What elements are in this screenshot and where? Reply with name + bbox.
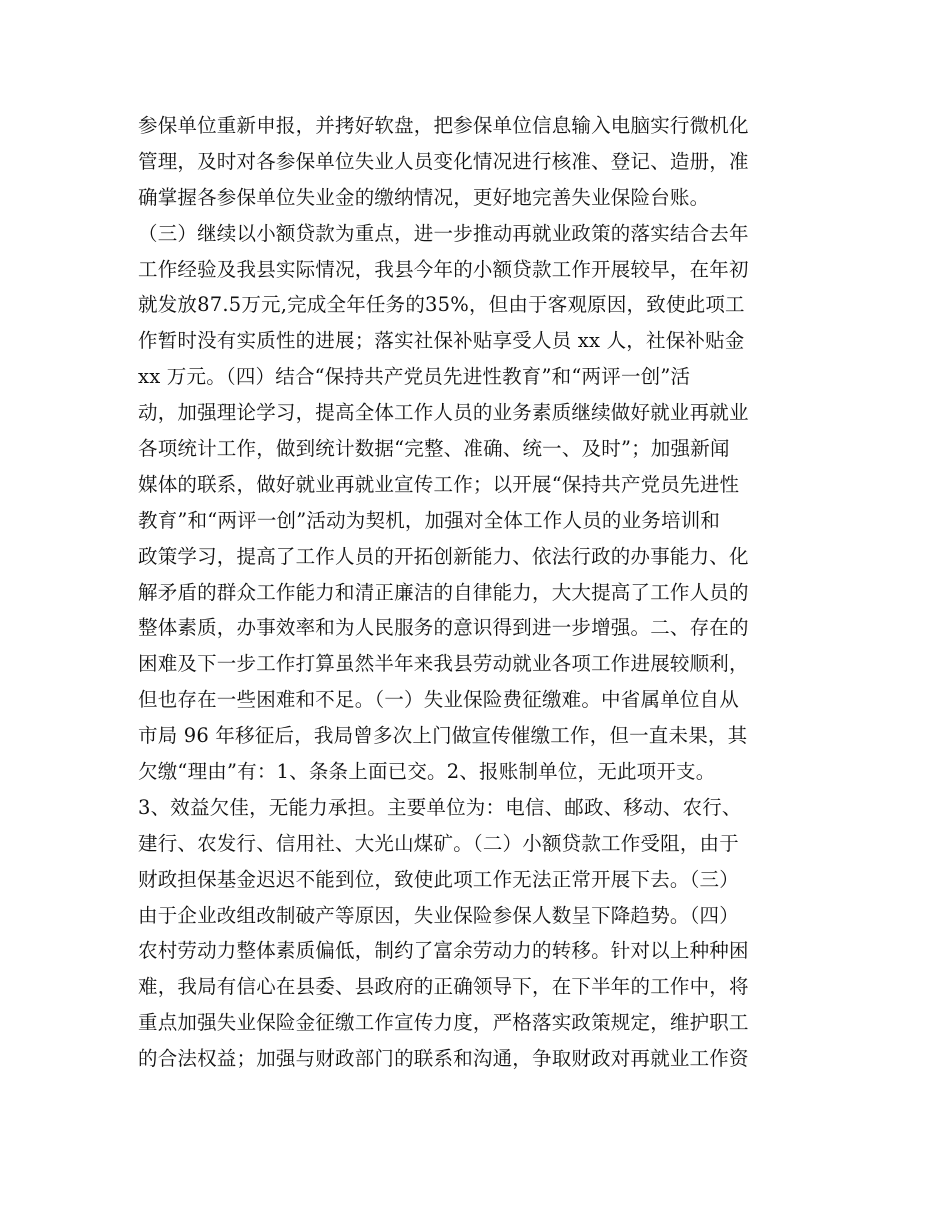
text-line: 由于企业改组改制破产等原因，失业保险参保人数呈下降趋势。（四） (138, 903, 739, 927)
text-line: 市局 96 年移征后，我局曾多次上门做宣传催缴工作，但一直未果，其 (138, 724, 748, 748)
text-line: 困难及下一步工作打算虽然半年来我县劳动就业各项工作进展较顺利， (138, 652, 749, 676)
text-line: 教育”和“两评一创”活动为契机，加强对全体工作人员的业务培训和 (138, 508, 721, 532)
text-line: 欠缴“理由”有：1、条条上面已交。2、报账制单位，无此项开支。 (138, 760, 716, 784)
text-line: 管理，及时对各参保单位失业人员变化情况进行核准、登记、造册，准 (138, 149, 749, 173)
text-line: 就发放87.5万元,完成全年任务的35%，但由于客观原因，致使此项工 (138, 293, 745, 317)
text-line: 作暂时没有实质性的进展；落实社保补贴享受人员 xx 人，社保补贴金 (138, 329, 745, 353)
text-line: （三）继续以小额贷款为重点，进一步推动再就业政策的落实结合去年 (138, 221, 749, 245)
text-line: 动，加强理论学习，提高全体工作人员的业务素质继续做好就业再就业 (138, 401, 749, 425)
text-line: 重点加强失业保险金征缴工作宣传力度，严格落实政策规定，维护职工 (138, 1011, 749, 1035)
text-line: 解矛盾的群众工作能力和清正廉洁的自律能力，大大提高了工作人员的 (138, 580, 749, 604)
text-line: 各项统计工作，做到统计数据“完整、准确、统一、及时”；加强新闻 (138, 437, 730, 461)
text-line: 财政担保基金迟迟不能到位，致使此项工作无法正常开展下去。（三） (138, 867, 739, 891)
body-text (138, 108, 838, 1077)
text-line: 难，我局有信心在县委、县政府的正确领导下，在下半年的工作中，将 (138, 975, 749, 999)
text-line: xx 万元。（四）结合“保持共产党员先进性教育”和“两评一创”活 (138, 365, 691, 389)
text-line: 工作经验及我县实际情况，我县今年的小额贷款工作开展较早，在年初 (138, 257, 749, 281)
text-line: 确掌握各参保单位失业金的缴纳情况，更好地完善失业保险台账。 (138, 185, 710, 209)
text-line: 媒体的联系，做好就业再就业宣传工作；以开展“保持共产党员先进性 (138, 472, 740, 496)
text-line: 农村劳动力整体素质偏低，制约了富余劳动力的转移。针对以上种种困 (138, 939, 749, 963)
text-line: 参保单位重新申报，并拷好软盘，把参保单位信息输入电脑实行微机化 (138, 114, 749, 137)
text-line: 整体素质，办事效率和为人民服务的意识得到进一步增强。二、存在的 (138, 616, 749, 640)
text-line: 3、效益欠佳，无能力承担。主要单位为：电信、邮政、移动、农行、 (138, 795, 742, 819)
text-line: 政策学习，提高了工作人员的开拓创新能力、依法行政的办事能力、化 (138, 544, 749, 568)
text-line: 但也存在一些困难和不足。（一）失业保险费征缴难。中省属单位自从 (138, 688, 739, 712)
text-line: 建行、农发行、信用社、大光山煤矿。（二）小额贷款工作受阻，由于 (138, 831, 739, 855)
text-line: 的合法权益；加强与财政部门的联系和沟通，争取财政对再就业工作资 (138, 1047, 749, 1071)
